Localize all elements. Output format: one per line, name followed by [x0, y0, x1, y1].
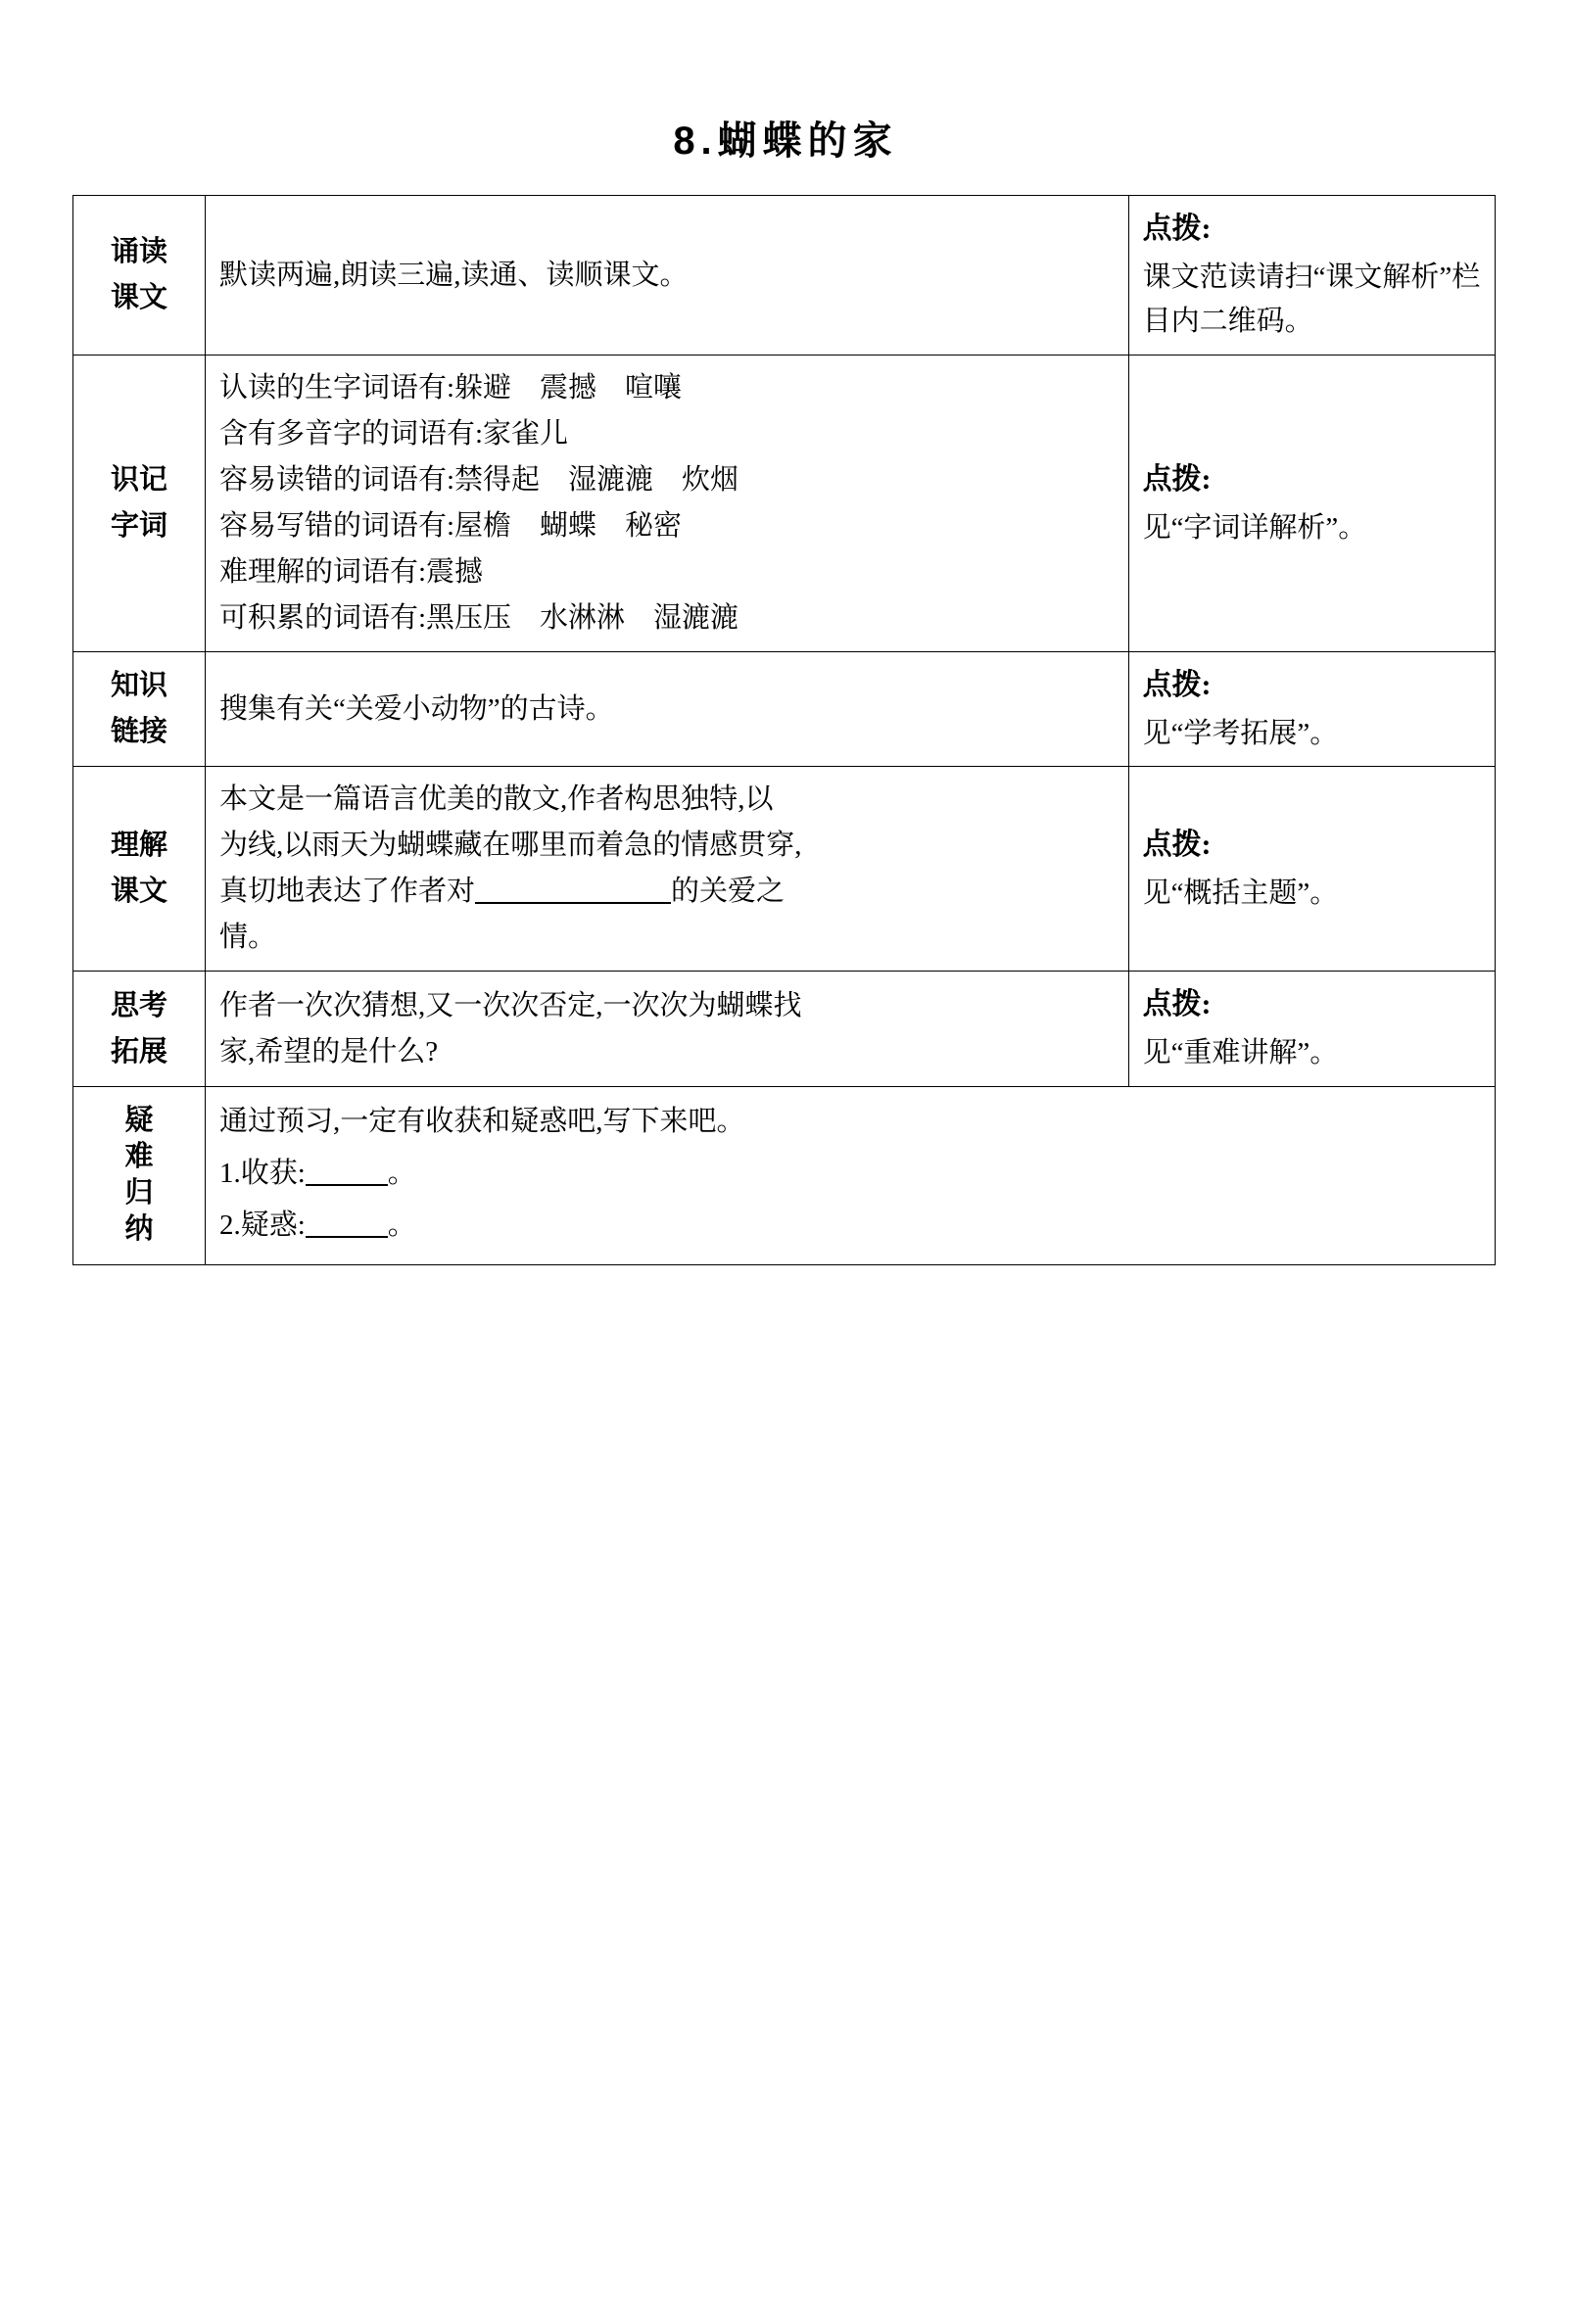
- row-body-knowledge-link: 搜集有关“关爱小动物”的古诗。: [205, 652, 1128, 767]
- table-row: [73, 767, 1496, 972]
- table-row: [73, 356, 1496, 652]
- table-row: [73, 652, 1496, 767]
- row-label-comprehension: 理解 课文: [73, 767, 206, 972]
- table-row: [73, 972, 1496, 1086]
- row-body-summary: 通过预习,一定有收获和疑惑吧,写下来吧。 1.收获: 。 2.疑惑: 。: [205, 1086, 1495, 1264]
- row-tip-comprehension: 点拨: 见“概括主题”。: [1128, 767, 1495, 972]
- row-body-comprehension: 本文是一篇语言优美的散文,作者构思独特,以 为线,以雨天为蝴蝶藏在哪里而着急的情感贯穿, 真切地表达了作者对 的关爱之 情。: [205, 767, 1128, 972]
- row-label-knowledge-link: 知识 链接: [73, 652, 206, 767]
- row-label-thinking: 思考 拓展: [73, 972, 206, 1086]
- fill-in-blank-doubt[interactable]: [306, 1206, 388, 1237]
- table-row: [73, 1086, 1496, 1264]
- table-row: [73, 196, 1496, 356]
- row-tip-vocabulary: 点拨: 见“字词详解析”。: [1128, 356, 1495, 652]
- row-body-recite: 默读两遍,朗读三遍,读通、读顺课文。: [205, 196, 1128, 356]
- fill-in-blank-gain[interactable]: [306, 1154, 388, 1185]
- row-tip-thinking: 点拨: 见“重难讲解”。: [1128, 972, 1495, 1086]
- row-tip-knowledge-link: 点拨: 见“学考拓展”。: [1128, 652, 1495, 767]
- worksheet-page: [0, 110, 1571, 2324]
- row-label-recite: 诵读 课文: [73, 196, 206, 356]
- row-tip-recite: 点拨: 课文范读请扫“课文解析”栏目内二维码。: [1128, 196, 1495, 356]
- row-body-thinking: 作者一次次猜想,又一次次否定,一次次为蝴蝶找 家,希望的是什么?: [205, 972, 1128, 1086]
- row-label-vocabulary: 识记 字词: [73, 356, 206, 652]
- row-body-vocabulary: 认读的生字词语有:躲避 震撼 喧嚷 含有多音字的词语有:家雀儿 容易读错的词语有:禁得起 湿漉漉 炊烟 容易写错的词语有:屋檐 蝴蝶 秘密 难理解的词语有:震撼 可积累的词语有:黑压压 水淋淋 湿漉漉: [205, 356, 1128, 652]
- row-label-summary: 疑 难 归 纳: [73, 1086, 206, 1264]
- page-title: 8.蝴蝶的家: [673, 119, 898, 163]
- fill-in-blank[interactable]: [475, 871, 671, 904]
- preview-table: [72, 195, 1496, 1265]
